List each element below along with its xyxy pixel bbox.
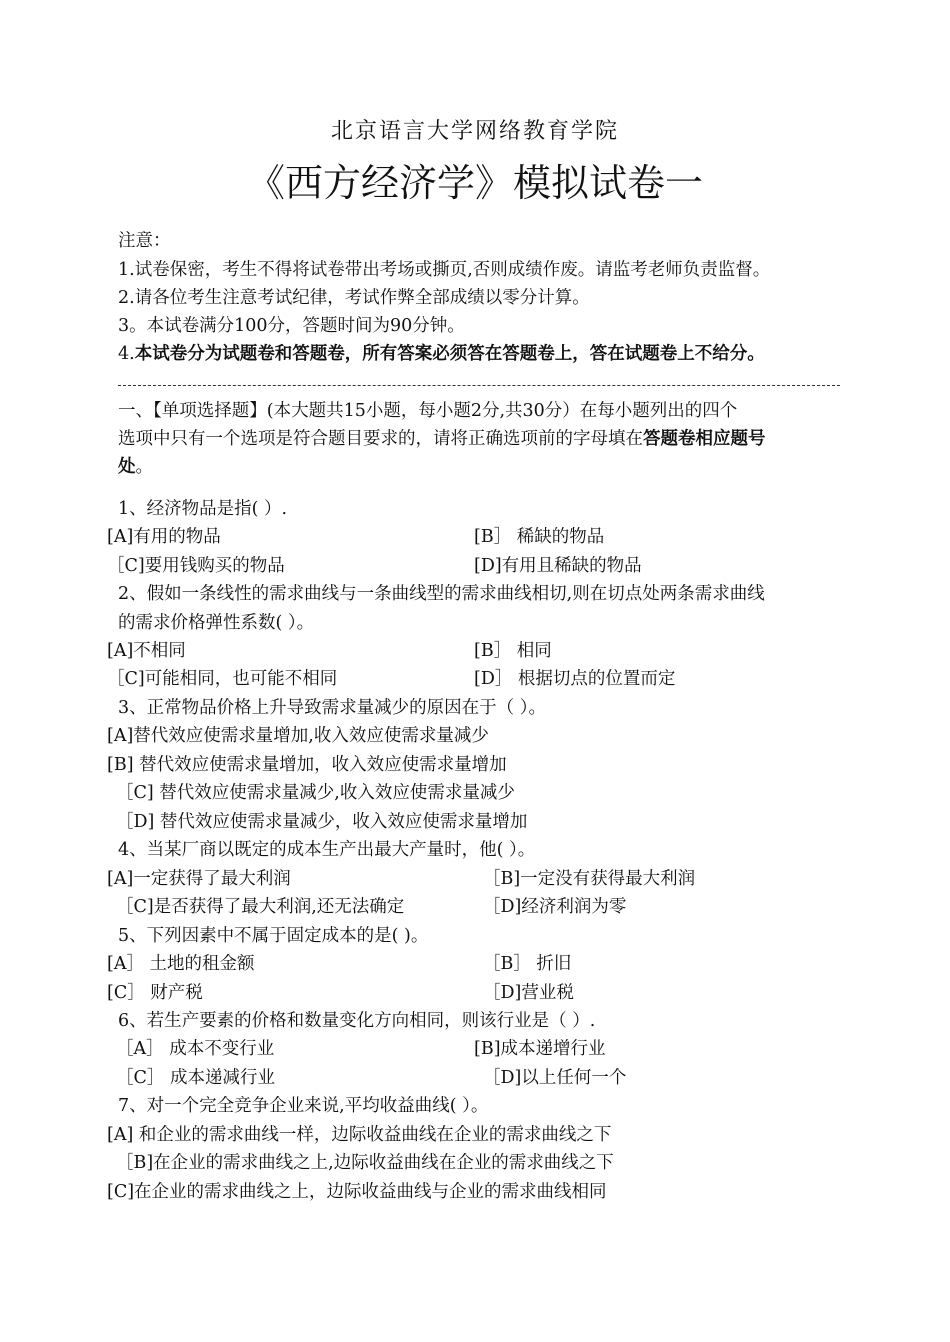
question-1-option-d: [D]有用且稀缺的物品 [474, 556, 642, 576]
question-7-option-c: [C]在企业的需求曲线之上，边际收益曲线与企业的需求曲线相同 [107, 1182, 607, 1202]
question-7-option-a: [A] 和企业的需求曲线一样，边际收益曲线在企业的需求曲线之下 [107, 1125, 612, 1145]
notice-item-4-bold: 本试卷分为试题卷和答题卷，所有答案必须答在答题卷上，答在试题卷上不给分。 [134, 344, 765, 364]
question-2-option-c: ［C]可能相同，也可能不相同 [107, 669, 338, 689]
exam-title: 《西方经济学》模拟试卷一 [246, 161, 703, 205]
section-intro-line-1: 一、【单项选择题】(本大题共15小题，每小题2分,共30分）在每小题列出的四个 [118, 401, 738, 421]
question-3-option-a: [A]替代效应使需求量增加,收入效应使需求量减少 [107, 726, 489, 746]
section-intro-line-2 [118, 428, 766, 450]
notice-item-3: 3。本试卷满分100分，答题时间为90分钟。 [118, 316, 465, 336]
question-4-option-a: [A]一定获得了最大利润 [107, 869, 291, 889]
question-7-stem: 7、对一个完全竞争企业来说,平均收益曲线( ）。 [118, 1096, 489, 1116]
question-1-stem: 1、经济物品是指( ）. [118, 499, 288, 519]
question-6-option-d: ［D]以上任何一个 [483, 1068, 627, 1088]
question-7-option-b: ［B]在企业的需求曲线之上,边际收益曲线在企业的需求曲线之下 [116, 1153, 614, 1173]
question-2-option-a: [A]不相同 [107, 641, 186, 661]
section-intro-line-3 [118, 456, 153, 478]
question-2-option-d: [D］ 根据切点的位置而定 [474, 669, 676, 689]
dashed-divider [118, 385, 840, 386]
question-3-stem: 3、正常物品价格上升导致需求量减少的原因在于（ ）。 [118, 698, 546, 718]
section-intro-bold: 答题卷相应题号 [643, 429, 766, 449]
question-3-option-c: ［C] 替代效应使需求量减少,收入效应使需求量减少 [116, 783, 515, 803]
question-2-stem-line-1: 2、假如一条线性的需求曲线与一条曲线型的需求曲线相切,则在切点处两条需求曲线 [118, 584, 765, 604]
question-4-option-b: ［B]一定没有获得最大利润 [483, 869, 696, 889]
question-5-option-c: [C］ 财产税 [107, 983, 203, 1003]
question-6-option-b: [B]成本递增行业 [474, 1039, 606, 1059]
question-6-option-a: ［A］ 成本不变行业 [116, 1039, 275, 1059]
question-4-option-d: ［D]经济利润为零 [483, 897, 627, 917]
question-2-stem-line-2: 的需求价格弹性系数( ）。 [118, 613, 315, 633]
question-6-stem: 6、若生产要素的价格和数量变化方向相同，则该行业是（ ）. [118, 1011, 596, 1031]
question-4-stem: 4、当某厂商以既定的成本生产出最大产量时，他( ）。 [118, 840, 536, 860]
question-5-option-d: ［D]营业税 [483, 983, 574, 1003]
question-5-option-a: [A］ 土地的租金额 [107, 954, 255, 974]
notice-item-1: 1.试卷保密，考生不得将试卷带出考场或撕页,否则成绩作废。请监考老师负责监督。 [118, 260, 771, 280]
notice-label: 注意： [118, 231, 171, 251]
question-1-option-a: [A]有用的物品 [107, 527, 221, 547]
question-4-option-c: ［C]是否获得了最大利润,还无法确定 [116, 897, 405, 917]
notice-item-2: 2.请各位考生注意考试纪律，考试作弊全部成绩以零分计算。 [118, 288, 590, 308]
question-1-option-b: [B］ 稀缺的物品 [474, 527, 605, 547]
section-intro-bold-end: 处 [118, 457, 136, 477]
section-intro-normal: 选项中只有一个选项是符合题目要求的，请将正确选项前的字母填在 [118, 429, 643, 449]
question-3-option-b: [B] 替代效应使需求量增加，收入效应使需求量增加 [107, 755, 507, 775]
question-3-option-d: ［D] 替代效应使需求量减少，收入效应使需求量增加 [116, 812, 528, 832]
question-6-option-c: ［C］ 成本递减行业 [116, 1068, 275, 1088]
question-5-option-b: ［B］ 折旧 [483, 954, 572, 974]
question-2-option-b: [B］ 相同 [474, 641, 552, 661]
question-5-stem: 5、下列因素中不属于固定成本的是( )。 [118, 926, 429, 946]
section-intro-period: 。 [135, 457, 153, 477]
notice-item-4-prefix: 4. [118, 344, 135, 364]
school-name: 北京语言大学网络教育学院 [330, 119, 619, 144]
question-1-option-c: ［C]要用钱购买的物品 [107, 556, 285, 576]
notice-item-4 [118, 343, 765, 365]
